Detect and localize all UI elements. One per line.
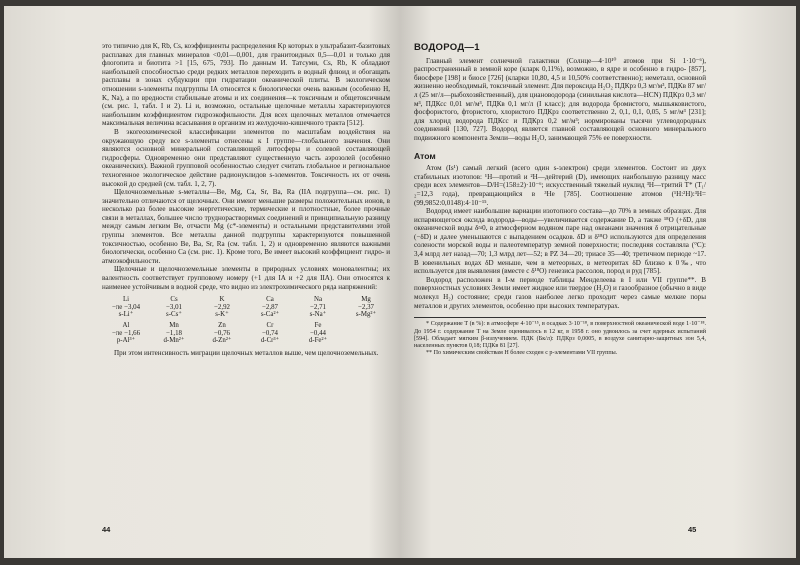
footnotes: [414, 317, 706, 357]
series-ion: d-Mn²⁺: [163, 337, 185, 345]
series-ion: s-Mg²⁺: [355, 311, 377, 319]
series-element: K: [219, 296, 225, 304]
series-label: −πe: [111, 303, 123, 311]
series-potential: [342, 330, 390, 338]
footnote-1: * Содержание T (в %): в атмосфере 4·10⁻¹⁵, в осадках 3·10⁻¹⁸, в поверхностной океанической воде 1·10⁻¹⁸. До 1954 г. содержание T на Земле оценивалось в 12 кг, в 1958 г. оно удвоилось за счет ядерных испытаний [594]. Обладает мягким β-излучением. ПДК (Бк/л): ПДКрз 0,0005, в воздухе санитарно-защитных зон 5,4, населенных пунктов 0,18; ПДКв 81 [27].: [414, 321, 706, 350]
series-potential: −πe −1,66: [111, 329, 141, 337]
series-ion: p-Al³⁺: [116, 337, 136, 345]
series-ion: d-Zn²⁺: [212, 337, 232, 345]
right-paragraph-2: Водород имеет наибольшие вариации изотопного состава—до 70% в земных образцах. Для испаряющегося оксида водорода—воды—увеличивается содержание D, а также ¹⁸O (+δD, для океанической воды δ≈0, в атмосферном водяном паре над океанами значения δ отрицательные (−δD) и далее уменьшаются с выпадением осадков. δD и δ¹⁸O используются для определения солености морской воды и палеотемператур земной поверхности; последняя составляла (°C): 3,4 млрд лет назад—70; 1,3 млрд лет—52; в PZ 34—20; триасе 35—40; третичном периоде ~17. В ювенильных водах δD меньше, чем в метеорных, в метеоритах δD близко к 0‰, что используется для выявления (вместе с δ¹⁸O) генезиса рассолов, пород и руд [785].: [414, 207, 706, 276]
left-closing-paragraph: При этом интенсивность миграции щелочных металлов выше, чем щелочноземельных.: [114, 348, 379, 357]
book-spread: [4, 6, 796, 558]
series-potential: −2,87: [262, 303, 278, 311]
left-text-column: [102, 42, 390, 357]
right-paragraph-3: Водород расположен в I-м периоде таблицы Менделеева в I или VII группе**. В поверхностных условиях Земли имеет жидкое или твердое (H₂O) и газообразное (обычно в виде молекул H₂) состояние; среди газов наиболее легко проходит через самые мелкие поры металлов и других элементов, особенно при высоких температурах.: [414, 275, 706, 310]
series-element: Cr: [266, 322, 274, 329]
page-number-right: 45: [688, 525, 697, 534]
series-ion: s-K⁺: [215, 311, 229, 319]
series-potential: −πe −3,04: [111, 303, 141, 311]
series-element: Mg: [361, 296, 371, 304]
series-element: Fe: [314, 322, 322, 329]
series-potential: −2,37: [358, 303, 374, 311]
series-potential: −2,92: [214, 303, 230, 311]
series-potential: −3,01: [166, 303, 182, 311]
left-paragraph-3: Щелочноземельные s-металлы—Be, Mg, Ca, Sr, Ba, Ra (IIA подгруппа—см. рис. 1) значительно отличаются от щелочных. Они имеют меньшие размеры положительных ионов, в несколько раз более высокие энергетические, термические и плотностные, более прочные связи в металлах, большее число труднорастворимых соединений и принципиальную разницу между самым легким Be, отчасти Mg (с*-элементы) и остальными представителями этой группы элементов. Все металлы данной подгруппы характеризуются повышенной токсичностью, особенно Be, Ba, Sr, Ra (см. табл. 1, 2) и одновременно являются важными биологически, особенно Ca (см. рис. 1). Кроме того, Be имеет высокий коэффициент гидро- и атмоэкофильности.: [102, 188, 390, 265]
series-potential: −0,74: [262, 329, 278, 337]
left-paragraph-1: это типично для K, Rb, Cs, коэффициенты распределения Kp которых в ультрабазит-базитовых расплавах для главных минералов <0,01—0,001, для гранитоидных 0,5—0,01 и только для флогопита и биотита >1 [15, 675, 793]. По данным И. Татсуми, Cs, Rb, K обладают наибольшей способностью среди редких металлов переходить в водный флюид и обогащать расплавы в зонах субдукции при гидратации океанической плиты. В экологическом отношении s-элементы подгруппы IA относятся к биологически очень важным (особенно H, K, Na), а по вредности стабильные атомы и их соединения—к токсичным и общетоксичным (см. рис. 1, табл. I и 2). Li и, возможно, остальные щелочные металлы характеризуются наибольшим коэффициентом гидроэкофильности. Для всех щелочных металлов отмечается максимальная величина всасывания в организм из желудочно-кишечного тракта [512].: [102, 42, 390, 128]
series-ion: d-Fe²⁺: [308, 337, 328, 345]
electrochemical-series: [102, 296, 390, 345]
footnote-2: ** По химическим свойствам H более сходен с p-элементами VII группы.: [426, 350, 618, 357]
series-element: Al: [122, 322, 130, 329]
series-label: −πe: [111, 329, 123, 337]
series-potential: −0,76: [214, 329, 230, 337]
series-element: [342, 322, 390, 330]
series-ion: d-Cr³⁺: [260, 337, 280, 345]
series-ion: [342, 337, 390, 345]
series-element: Li: [122, 296, 130, 304]
right-text-column: [414, 44, 706, 358]
series-potential: −0,44: [310, 329, 326, 337]
series-ion: s-Li⁺: [118, 311, 134, 319]
chapter-heading: ВОДОРОД—1: [414, 42, 480, 53]
section-heading: Атом: [414, 150, 436, 161]
series-element: Mn: [169, 322, 179, 329]
series-element: Na: [313, 296, 323, 304]
series-element: Zn: [218, 322, 226, 329]
intro-paragraph: Главный элемент солнечной галактики (Солнце—4·10¹⁰ атомов при Si 1·10⁻⁶), распространенный в земной коре (кларк 0,11%), возможно, в ядре и особенно в гидро- [857], биосфере [198] и биосе [726] (кларки 10,80, 4,5 и 10,50% соответственно); неметалл, основной жизненно необходимый, токсичный элемент. Для пероксида H₂O₂ ПДКрз 0,3 мг/м³, ПДКв 87 мг/л (25 мг/л—рыбохозяйственный), для циановодорода (синильная кислота—HCN) ПДКрз 0,3 мг/м³, ПДКсс 0,01 мг/м³, ПДКв 0,1 мг/л (I класс); для водорода бромистого, мышьяковистого, фосфористого, фтористого, хлористого ПДКрз соответственно 2, 0,1, 0,1, 0,05, 5 мг/м³ [231]; для хлорид водорода ПДКсс и ПДКрз 0,2 мг/м³; нормированы тысячи углеводородных соединений [130, 727]. Водород является главной составляющей основного минерального подвижного компонента Земли—воды H₂O, занимающей 75% ее поверхности.: [414, 56, 706, 142]
series-potential: −1,18: [166, 329, 182, 337]
left-paragraph-2: В экогеохимической классификации элементов по масштабам воздействия на окружающую среду все s-элементы отнесены к I группе—глобального значения. Они являются основной минеральной составляющей литосферы и солевой составляющей гидросферы. Одновременно они представляют существенную часть аэрозолей (особенно океанических). Важной групповой особенностью следует считать глобальное и региональное техногенное экологическое действие радионуклидов s-элементов. Токсичность их от очень высокой до средней (см. табл. 1, 2, 7).: [102, 127, 390, 188]
series-ion: s-Ca²⁺: [260, 311, 280, 319]
page-number-left: 44: [102, 525, 111, 534]
series-ion: s-Cs⁺: [166, 311, 182, 319]
left-paragraph-4: Щелочные и щелочноземельные элементы в природных условиях моновалентны; их валентность соответствует групповому номеру (+1 для IA и +2 для IIA). Они относятся к наименее устойчивым в водной среде, что видно из электрохимического ряда напряжений:: [102, 265, 390, 291]
series-element: Cs: [170, 296, 178, 304]
series-ion: s-Na⁺: [309, 311, 327, 319]
right-page: [400, 6, 796, 558]
right-paragraph-1: Атом (Is¹) самый легкий (всего один s-электрон) среди элементов. Состоит из двух стабильных изотопов: ¹H—протий и ²H—дейтерий (D), имеющих наибольшую разницу масс среди всех элементов—D/H=(158±2)·10⁻⁶; искусственный тяжелый нуклид ³H—тритий T* (T₁/₂=12,3 года), превращающийся в ³He [785]. Соотношение атомов (¹H:²H):³H=(99,9852:0,0148):4·10⁻¹⁵.: [414, 164, 706, 207]
series-potential: −2,71: [310, 303, 326, 311]
series-element: Ca: [266, 296, 274, 304]
left-page: [4, 6, 400, 558]
